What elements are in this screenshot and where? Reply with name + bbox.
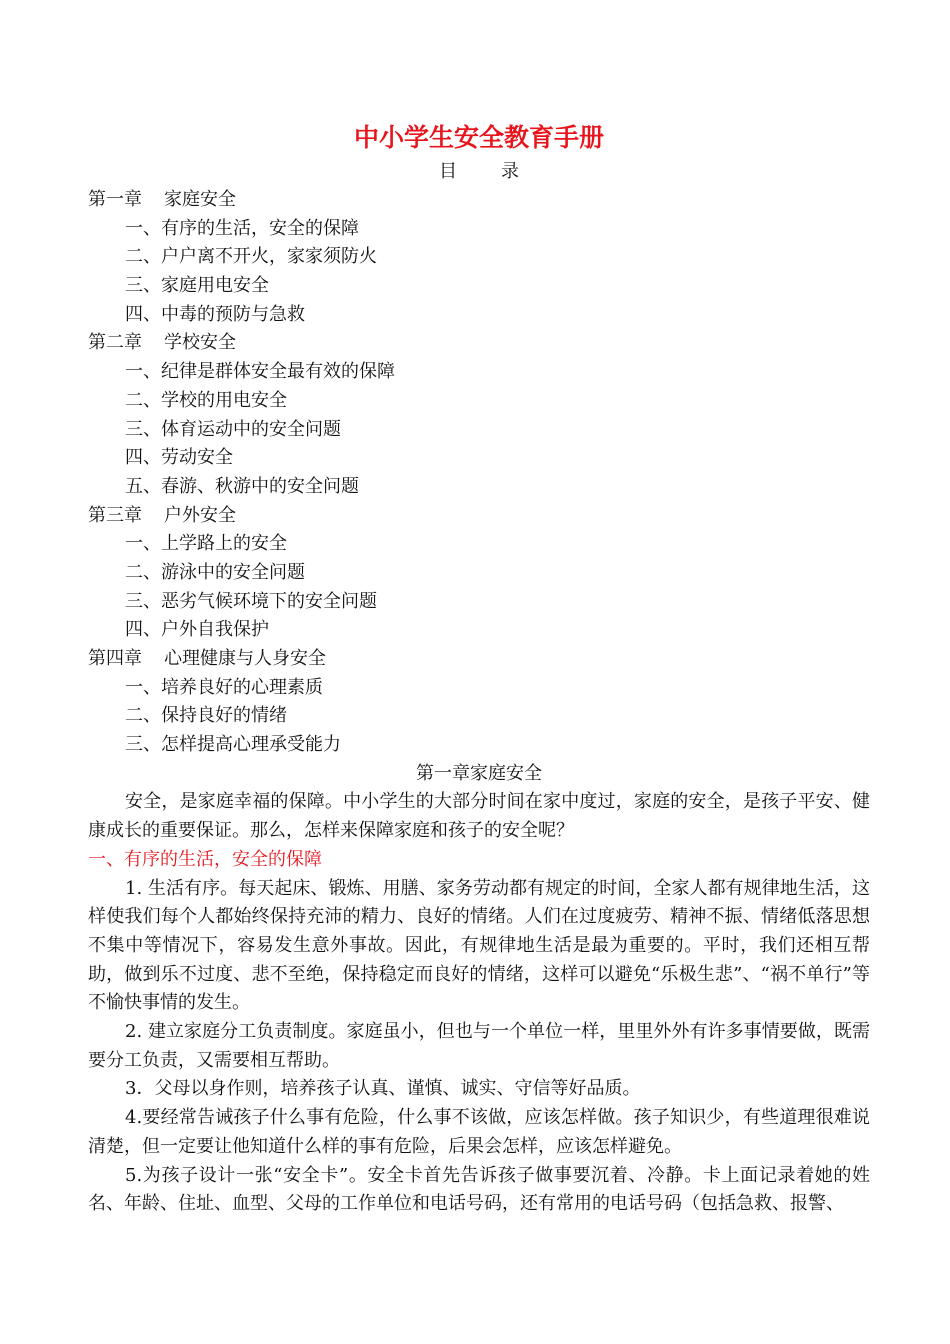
toc-item: 一、上学路上的安全 [125, 533, 287, 555]
toc-item: 三、怎样提高心理承受能力 [125, 734, 341, 756]
toc-item: 四、中毒的预防与急救 [125, 303, 305, 325]
toc-item: 一、有序的生活，安全的保障 [125, 217, 359, 239]
body-paragraph: 2. 建立家庭分工负责制度。家庭虽小，但也与一个单位一样，里里外外有许多事情要做，既需要分工负责，又需要相互帮助。 [88, 1021, 870, 1071]
toc-item: 二、游泳中的安全问题 [125, 561, 305, 583]
table-of-contents [88, 186, 870, 760]
body-paragraph: 3．父母以身作则，培养孩子认真、谨慎、诚实、守信等好品质。 [125, 1078, 641, 1100]
chapter-title: 第一章家庭安全 [416, 762, 542, 784]
toc-item: 五、春游、秋游中的安全问题 [125, 475, 359, 497]
intro-paragraph: 安全，是家庭幸福的保障。中小学生的大部分时间在家中度过，家庭的安全，是孩子平安、健康成长的重要保证。那么，怎样来保障家庭和孩子的安全呢？ [88, 791, 870, 842]
toc-item: 三、恶劣气候环境下的安全问题 [125, 590, 377, 612]
toc-item: 四、户外自我保护 [125, 619, 269, 641]
document-page [88, 118, 870, 1219]
toc-item: 一、培养良好的心理素质 [125, 676, 323, 698]
toc-heading-char-1: 目 [439, 161, 457, 182]
toc-chapter: 第二章 学校安全 [88, 332, 236, 354]
body-paragraph: 4.要经常告诫孩子什么事有危险，什么事不该做，应该怎样做。孩子知识少，有些道理很难说清楚，但一定要让他知道什么样的事有危险，后果会怎样，应该怎样避免。 [88, 1107, 870, 1157]
document-title: 中小学生安全教育手册 [353, 123, 604, 152]
toc-item: 三、体育运动中的安全问题 [125, 418, 341, 440]
section-title: 一、有序的生活，安全的保障 [88, 848, 322, 870]
body-paragraph: 1. 生活有序。每天起床、锻炼、用膳、家务劳动都有规定的时间，全家人都有规律地生活，这样使我们每个人都始终保持充沛的精力、良好的情绪。人们在过度疲劳、精神不振、情绪低落思想不集中等情况下，容易发生意外事故。因此，有规律地生活是最为重要的。平时，我们还相互帮助，做到乐不过度、悲不至绝，保持稳定而良好的情绪，这样可以避免“乐极生悲”、“祸不单行”等不愉快事情的发生。 [88, 877, 870, 1014]
toc-item: 二、学校的用电安全 [125, 389, 287, 411]
toc-chapter: 第三章 户外安全 [88, 504, 236, 526]
toc-item: 一、纪律是群体安全最有效的保障 [125, 361, 395, 383]
toc-chapter: 第四章 心理健康与人身安全 [88, 648, 326, 669]
toc-item: 四、劳动安全 [125, 447, 233, 469]
toc-heading [88, 158, 870, 186]
body-paragraph: 5.为孩子设计一张“安全卡”。安全卡首先告诉孩子做事要沉着、冷静。卡上面记录着她的姓名、年龄、住址、血型、父母的工作单位和电话号码，还有常用的电话号码（包括急救、报警、 [88, 1164, 870, 1215]
toc-item: 二、户户离不开火，家家须防火 [125, 246, 377, 268]
toc-item: 三、家庭用电安全 [125, 275, 269, 297]
toc-item: 二、保持良好的情绪 [125, 705, 287, 727]
toc-heading-char-2: 录 [501, 161, 519, 182]
toc-chapter: 第一章 家庭安全 [88, 189, 236, 210]
